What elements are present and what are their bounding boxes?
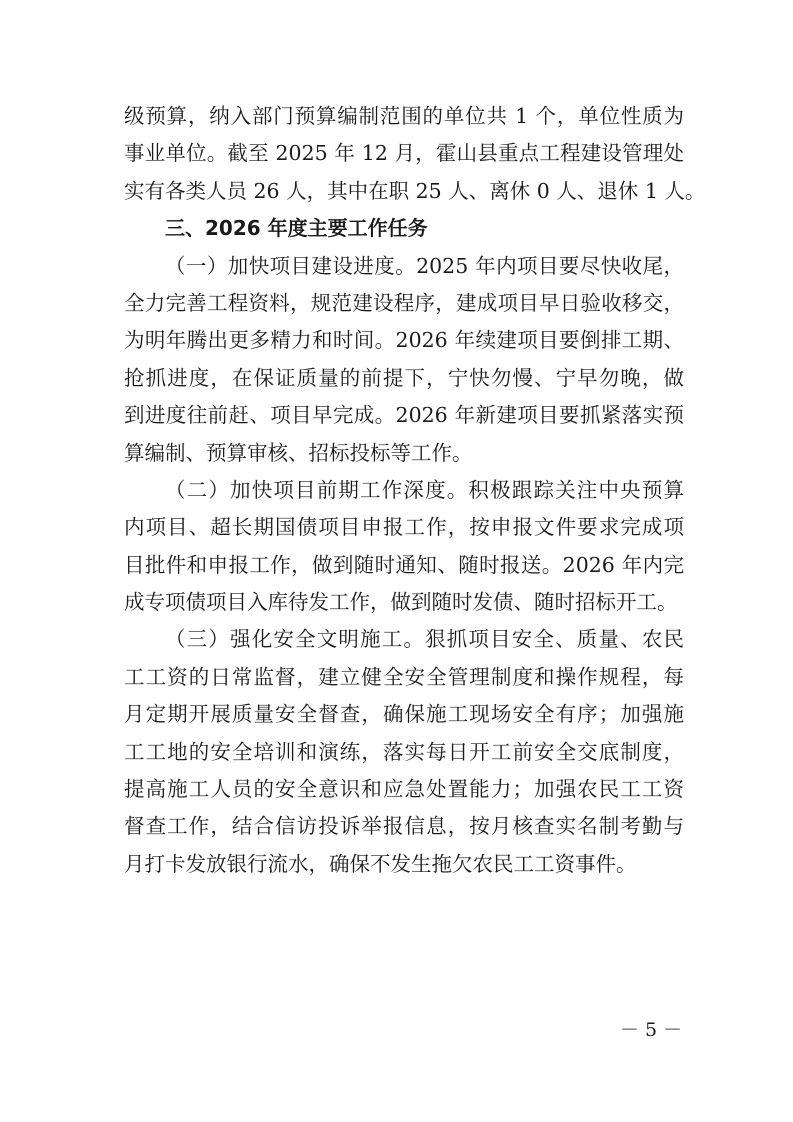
- text-line: 抢抓进度，在保证质量的前提下，宁快勿慢、宁早勿晚，做: [124, 365, 684, 390]
- page-number: － 5 －: [620, 1019, 683, 1041]
- text-line: 提高施工人员的安全意识和应急处置能力；加强农民工工资: [124, 777, 684, 802]
- task-paragraph-1: [124, 248, 684, 472]
- text-line: 内项目、超长期国债项目申报工作，按申报文件要求完成项: [124, 515, 684, 540]
- text-line: 月打卡发放银行流水，确保不发生拖欠农民工工资事件。: [124, 851, 637, 876]
- text-line: 算编制、预算审核、招标投标等工作。: [124, 440, 473, 465]
- section-heading: 三、2026 年度主要工作任务: [165, 216, 428, 241]
- task-paragraph-2: [124, 472, 684, 622]
- text-line: （三）强化安全文明施工。狠抓项目安全、质量、农民: [165, 627, 684, 652]
- text-line: 目批件和申报工作，做到随时通知、随时报送。2026 年内完: [124, 552, 684, 577]
- text-line: （二）加快项目前期工作深度。积极跟踪关注中央预算: [165, 477, 684, 502]
- text-line: 督查工作，结合信访投诉举报信息，按月核查实名制考勤与: [124, 814, 684, 839]
- intro-paragraph: [124, 98, 706, 210]
- text-line: 工工资的日常监督，建立健全安全管理制度和操作规程，每: [124, 664, 684, 689]
- text-line: 全力完善工程资料，规范建设程序，建成项目早日验收移交，: [124, 290, 684, 315]
- text-line: 实有各类人员 26 人，其中在职 25 人、离休 0 人、退休 1 人。: [124, 178, 706, 203]
- text-line: 事业单位。截至 2025 年 12 月，霍山县重点工程建设管理处: [124, 141, 684, 166]
- text-line: 为明年腾出更多精力和时间。2026 年续建项目要倒排工期、: [124, 328, 684, 353]
- text-line: 月定期开展质量安全督查，确保施工现场安全有序；加强施: [124, 702, 684, 727]
- text-line: 工工地的安全培训和演练，落实每日开工前安全交底制度，: [124, 739, 684, 764]
- document-body: [124, 98, 706, 883]
- text-line: 成专项债项目入库待发工作，做到随时发债、随时招标开工。: [124, 590, 678, 615]
- text-line: （一）加快项目建设进度。2025 年内项目要尽快收尾，: [165, 253, 684, 278]
- text-line: 到进度往前赶、项目早完成。2026 年新建项目要抓紧落实预: [124, 403, 684, 428]
- task-paragraph-3: [124, 621, 684, 883]
- text-line: 级预算，纳入部门预算编制范围的单位共 1 个，单位性质为: [124, 104, 684, 128]
